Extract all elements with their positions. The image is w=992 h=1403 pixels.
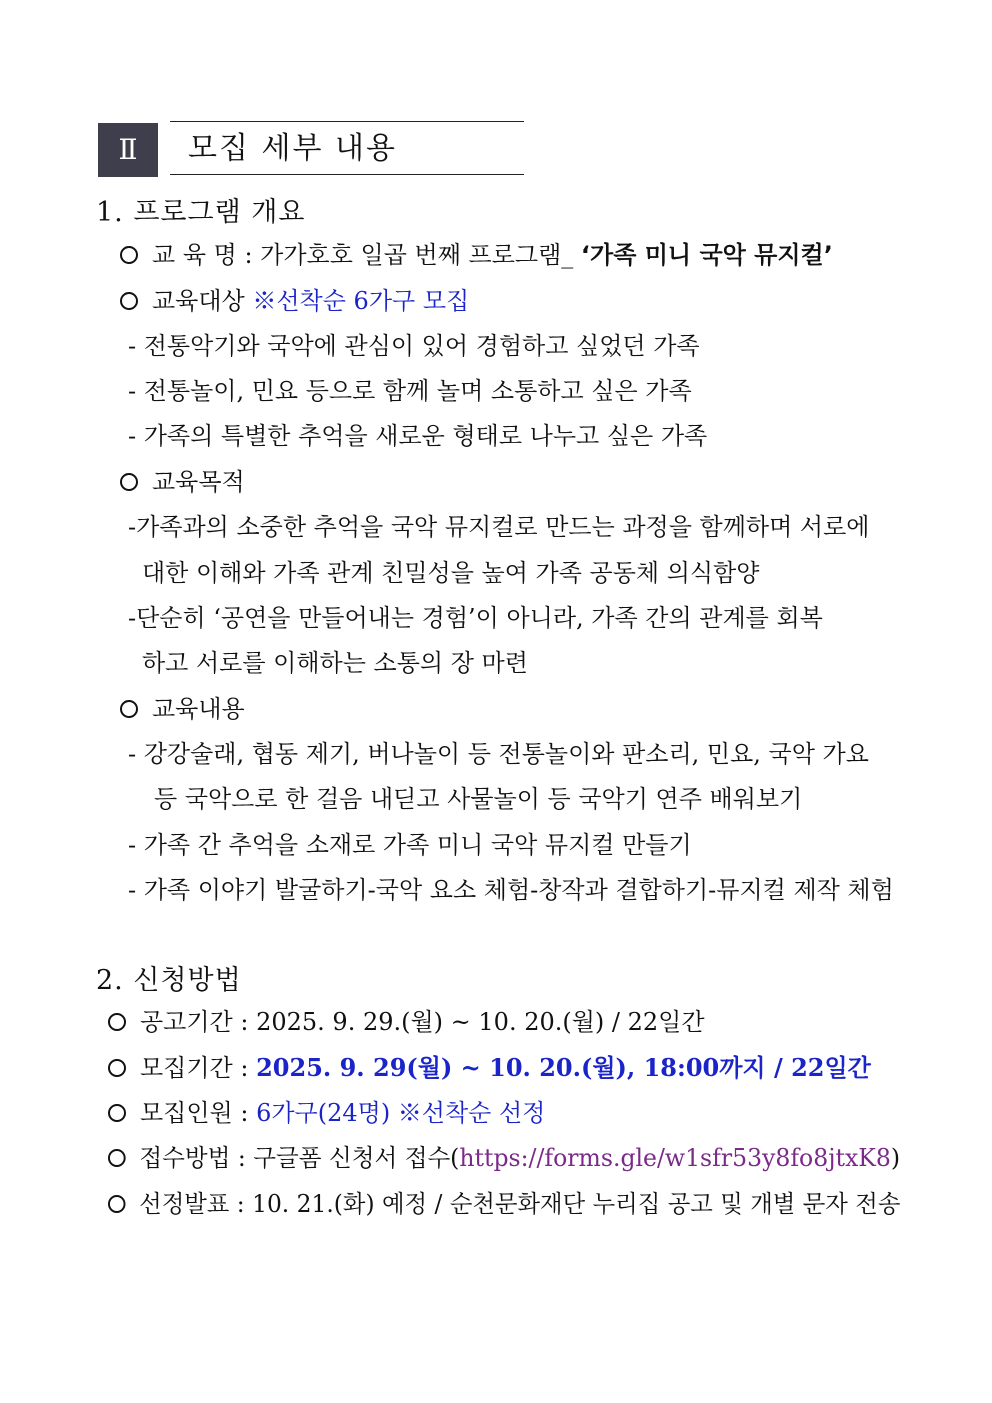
purpose-row [120,465,245,499]
purpose-item: -단순히 ‘공연을 만들어내는 경험’이 아니라, 가족 간의 관계를 회복 [128,604,823,632]
target-item: - 전통악기와 국악에 관심이 있어 경험하고 싶었던 가족 [128,332,700,360]
content-item: - 가족 간 추억을 소재로 가족 미니 국악 뮤지컬 만들기 [128,831,692,859]
circle-bullet-icon [120,292,138,310]
result-row [108,1187,900,1221]
target-item: - 전통놀이, 민요 등으로 함께 놀며 소통하고 싶은 가족 [128,377,692,405]
notice-label: 공고기간 : [140,1008,257,1036]
people-value: 6가구(24명) ※선착순 선정 [256,1099,546,1127]
target-row [120,284,469,318]
circle-bullet-icon [108,1013,126,1031]
circle-bullet-icon [108,1104,126,1122]
circle-bullet-icon [108,1059,126,1077]
section-title: 모집 세부 내용 [170,121,524,175]
google-form-link[interactable]: https://forms.gle/w1sfr53y8fo8jtxK8 [459,1144,891,1172]
target-note: ※선착순 6가구 모집 [252,287,470,315]
apply-heading: 2. 신청방법 [96,965,242,996]
target-item: - 가족의 특별한 추억을 새로운 형태로 나누고 싶은 가족 [128,422,708,450]
notice-row [108,1005,705,1039]
notice-value: 2025. 9. 29.(월) ~ 10. 20.(월) / 22일간 [256,1008,705,1036]
circle-bullet-icon [120,246,138,264]
result-value: 10. 21.(화) 예정 / 순천문화재단 누리집 공고 및 개별 문자 전송 [252,1190,901,1218]
edu-name-plain: 가가호호 일곱 번째 프로그램_ [260,241,581,269]
method-label: 접수방법 : 구글폼 신청서 접수( [139,1144,460,1172]
people-row [108,1096,545,1130]
purpose-item: 대한 이해와 가족 관계 친밀성을 높여 가족 공동체 의식함양 [142,559,760,587]
result-label: 선정발표 : [139,1190,253,1218]
edu-name-label: 교 육 명 : [152,241,261,269]
edu-name-row [120,238,833,272]
method-close: ) [890,1144,901,1172]
circle-bullet-icon [120,473,138,491]
content-label: 교육내용 [152,695,245,723]
recruit-value: 2025. 9. 29(월) ~ 10. 20.(월), 18:00까지 / 22일간 [256,1053,871,1082]
circle-bullet-icon [120,700,138,718]
people-label: 모집인원 : [140,1099,257,1127]
purpose-item: -가족과의 소중한 추억을 국악 뮤지컬로 만드는 과정을 함께하며 서로에 [128,513,870,541]
method-row [108,1141,900,1175]
content-item: - 가족 이야기 발굴하기-국악 요소 체험-창작과 결합하기-뮤지컬 제작 체험 [128,876,894,904]
circle-bullet-icon [108,1195,126,1213]
recruit-row [108,1051,871,1085]
recruit-label: 모집기간 : [140,1054,257,1082]
edu-name-bold: ‘가족 미니 국악 뮤지컬’ [580,241,833,269]
content-item: 등 국악으로 한 걸음 내딛고 사물놀이 등 국악기 연주 배워보기 [154,785,803,813]
program-heading: 1. 프로그램 개요 [96,197,306,228]
content-item: - 강강술래, 협동 제기, 버나놀이 등 전통놀이와 판소리, 민요, 국악 가요 [128,740,869,768]
target-label: 교육대상 [152,287,253,315]
content-row [120,692,245,726]
section-number: Ⅱ [98,123,158,177]
purpose-item: 하고 서로를 이해하는 소통의 장 마련 [142,649,528,677]
circle-bullet-icon [108,1149,126,1167]
purpose-label: 교육목적 [152,468,245,496]
